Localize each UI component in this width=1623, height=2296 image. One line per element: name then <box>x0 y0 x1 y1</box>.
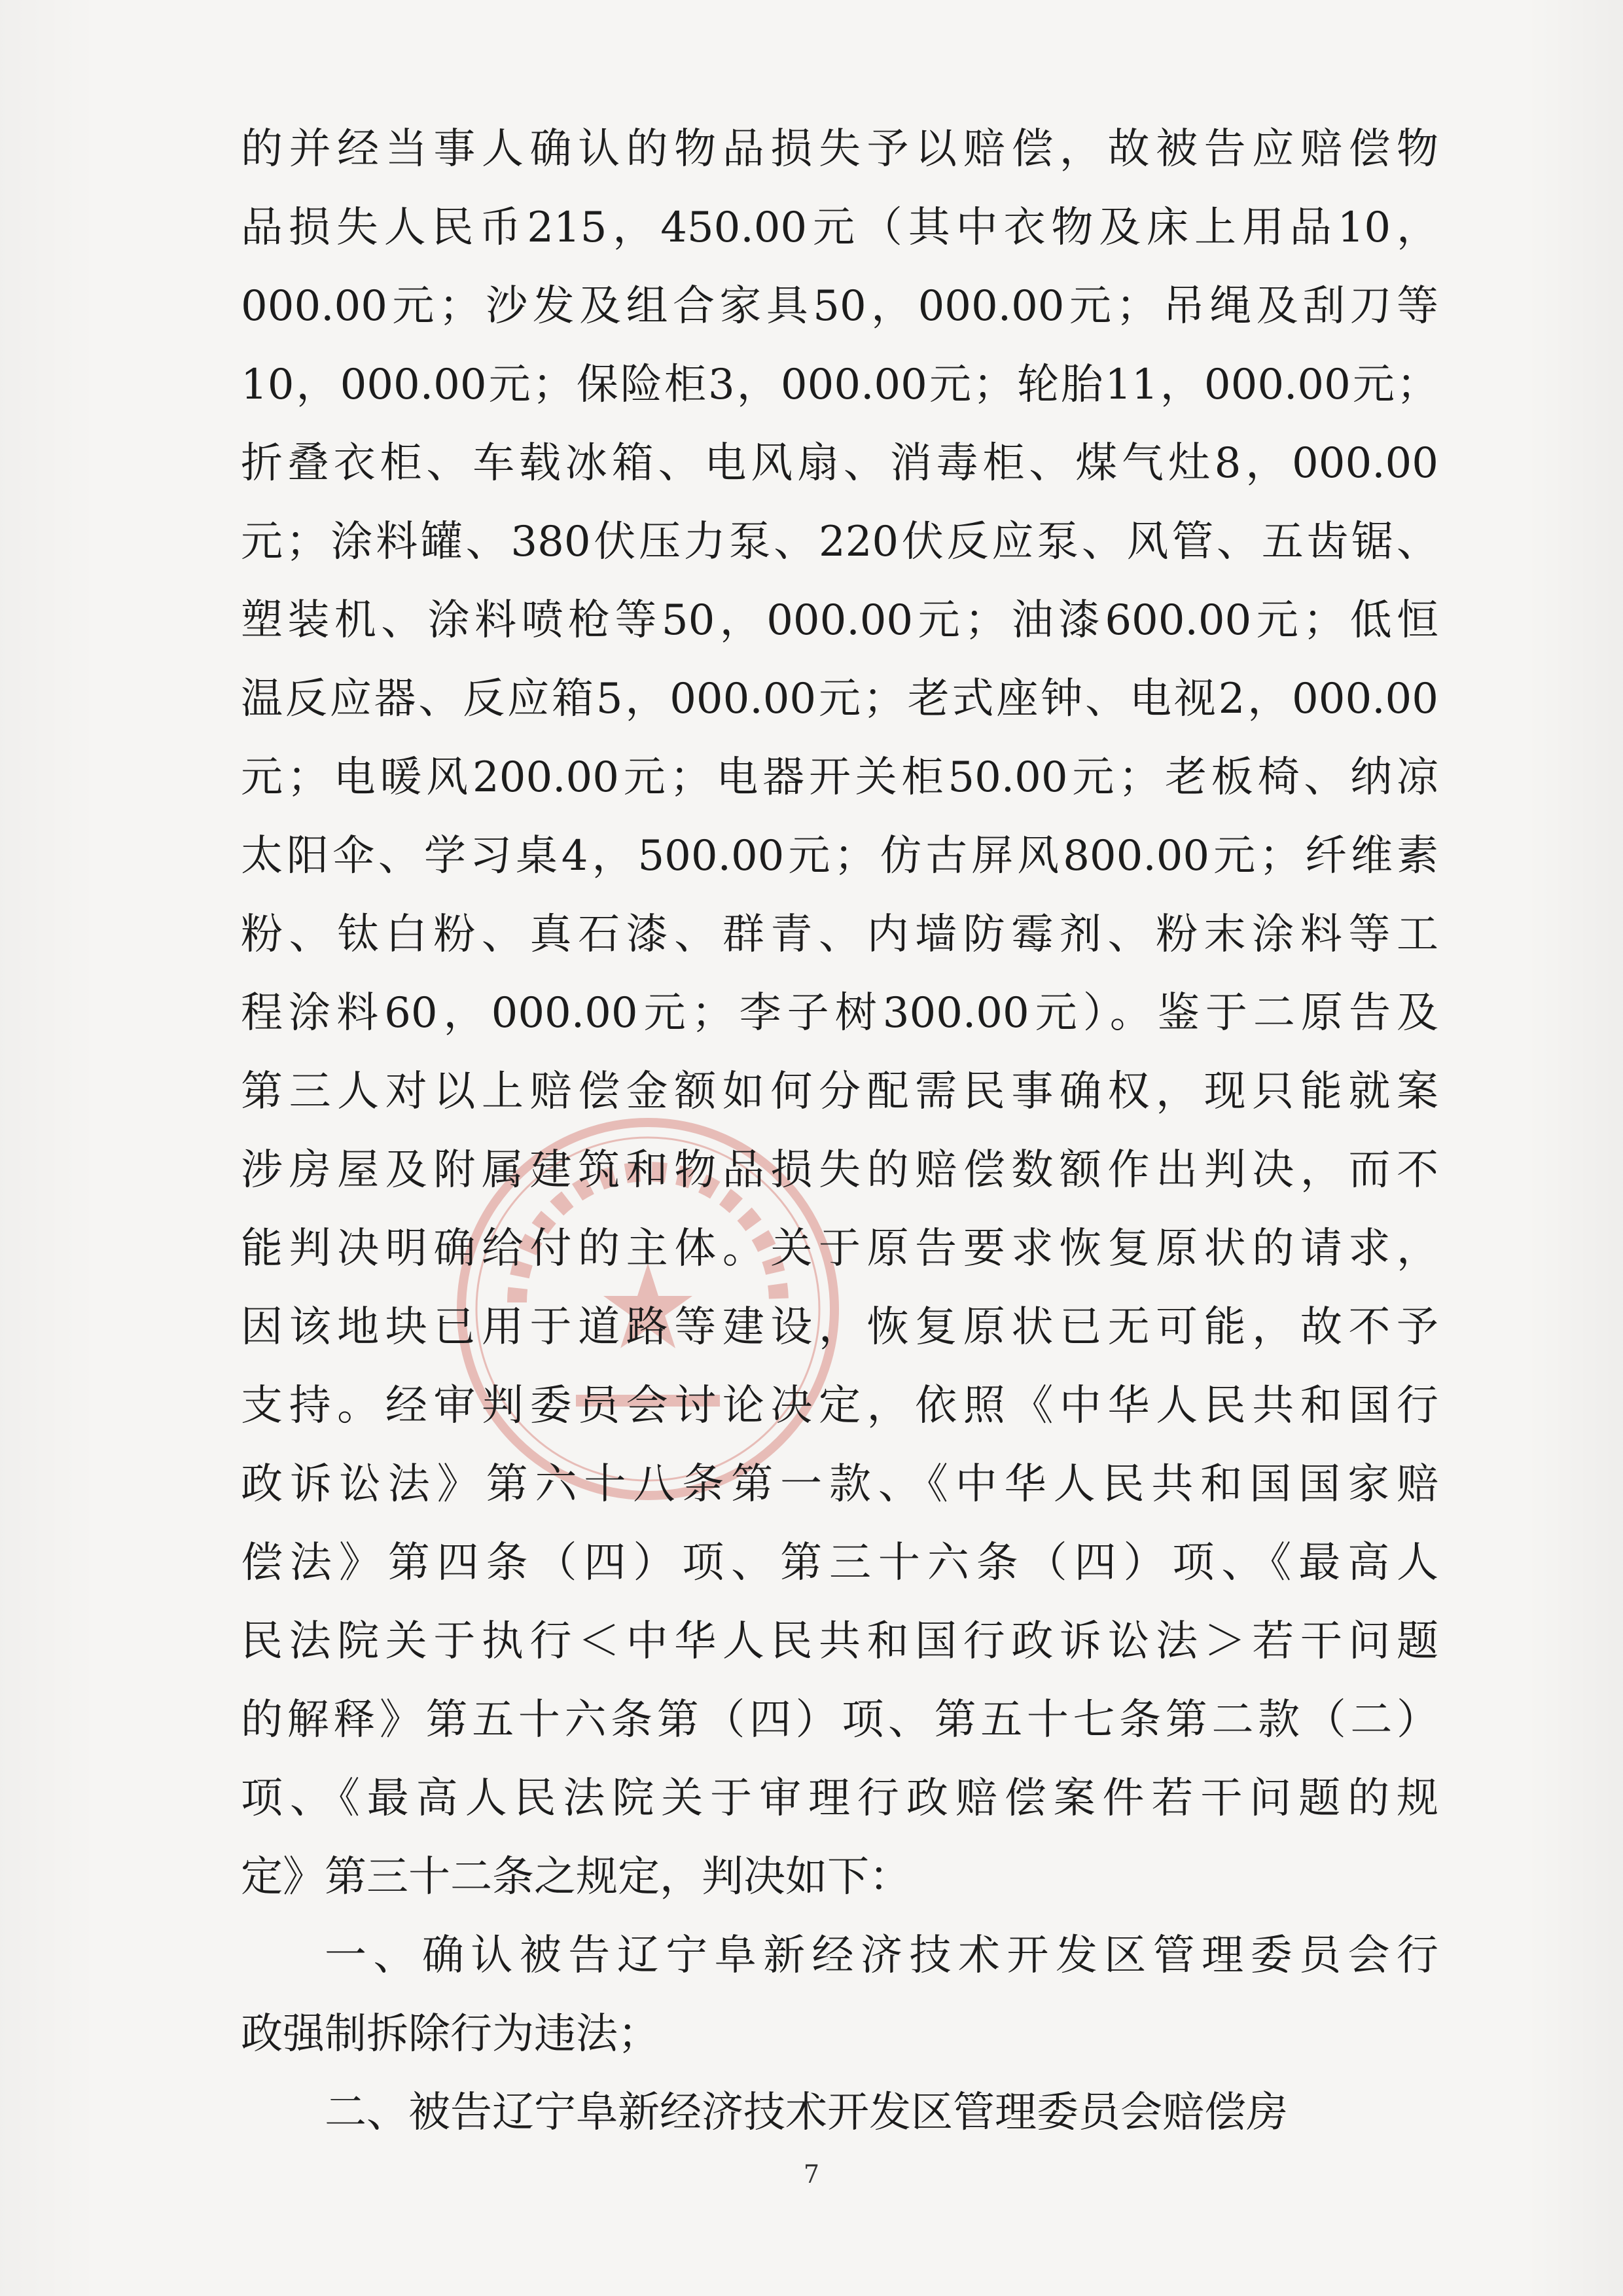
text-line: 折叠衣柜、车载冰箱、电风扇、消毒柜、煤气灶8，000.00 <box>241 439 1438 488</box>
text-line: 一、确认被告辽宁阜新经济技术开发区管理委员会行 <box>325 1931 1438 1980</box>
body-text <box>241 110 1438 2152</box>
text-line: 太阳伞、学习桌4，500.00元；仿古屏风800.00元；纤维素 <box>241 832 1438 880</box>
ruling-item-1 <box>241 1916 1438 2073</box>
text-line: 因该地块已用于道路等建设，恢复原状已无可能，故不予 <box>241 1303 1438 1352</box>
text-line: 品损失人民币215，450.00元（其中衣物及床上用品10， <box>241 204 1438 252</box>
text-line: 支持。经审判委员会讨论决定，依照《中华人民共和国行 <box>241 1382 1438 1430</box>
text-line: 定》第三十二条之规定，判决如下： <box>241 1853 911 1901</box>
text-line: 涉房屋及附属建筑和物品损失的赔偿数额作出判决，而不 <box>241 1146 1438 1194</box>
text-line: 项、《最高人民法院关于审理行政赔偿案件若干问题的规 <box>241 1774 1438 1823</box>
text-line: 偿法》第四条（四）项、第三十六条（四）项、《最高人 <box>241 1539 1438 1587</box>
text-line: 程涂料60，000.00元；李子树300.00元）。鉴于二原告及 <box>241 989 1438 1037</box>
text-line: 温反应器、反应箱5，000.00元；老式座钟、电视2，000.00 <box>241 675 1438 723</box>
text-line: 政强制拆除行为违法； <box>241 2010 660 2058</box>
text-line: 政诉讼法》第六十八条第一款、《中华人民共和国国家赔 <box>241 1460 1438 1509</box>
text-line: 元；涂料罐、380伏压力泵、220伏反应泵、风管、五齿锯、 <box>241 518 1438 566</box>
text-line: 000.00元；沙发及组合家具50，000.00元；吊绳及刮刀等 <box>241 282 1438 331</box>
text-line: 粉、钛白粉、真石漆、群青、内墙防霉剂、粉末涂料等工 <box>241 910 1438 959</box>
text-line: 元；电暖风200.00元；电器开关柜50.00元；老板椅、纳凉 <box>241 753 1438 802</box>
ruling-item-2 <box>241 2073 1438 2152</box>
text-line: 能判决明确给付的主体。关于原告要求恢复原状的请求， <box>241 1225 1438 1273</box>
text-line: 二、被告辽宁阜新经济技术开发区管理委员会赔偿房 <box>325 2089 1288 2137</box>
text-line: 第三人对以上赔偿金额如何分配需民事确权，现只能就案 <box>241 1067 1438 1116</box>
text-line: 的并经当事人确认的物品损失予以赔偿，故被告应赔偿物 <box>241 125 1438 173</box>
text-line: 民法院关于执行＜中华人民共和国行政诉讼法＞若干问题 <box>241 1617 1438 1666</box>
page-number: 7 <box>803 2160 820 2189</box>
text-line: 10，000.00元；保险柜3，000.00元；轮胎11，000.00元； <box>241 361 1438 409</box>
text-line: 的解释》第五十六条第（四）项、第五十七条第二款（二） <box>241 1696 1438 1744</box>
text-line: 塑装机、涂料喷枪等50，000.00元；油漆600.00元；低恒 <box>241 596 1438 645</box>
judgment-paragraph <box>241 110 1438 1916</box>
